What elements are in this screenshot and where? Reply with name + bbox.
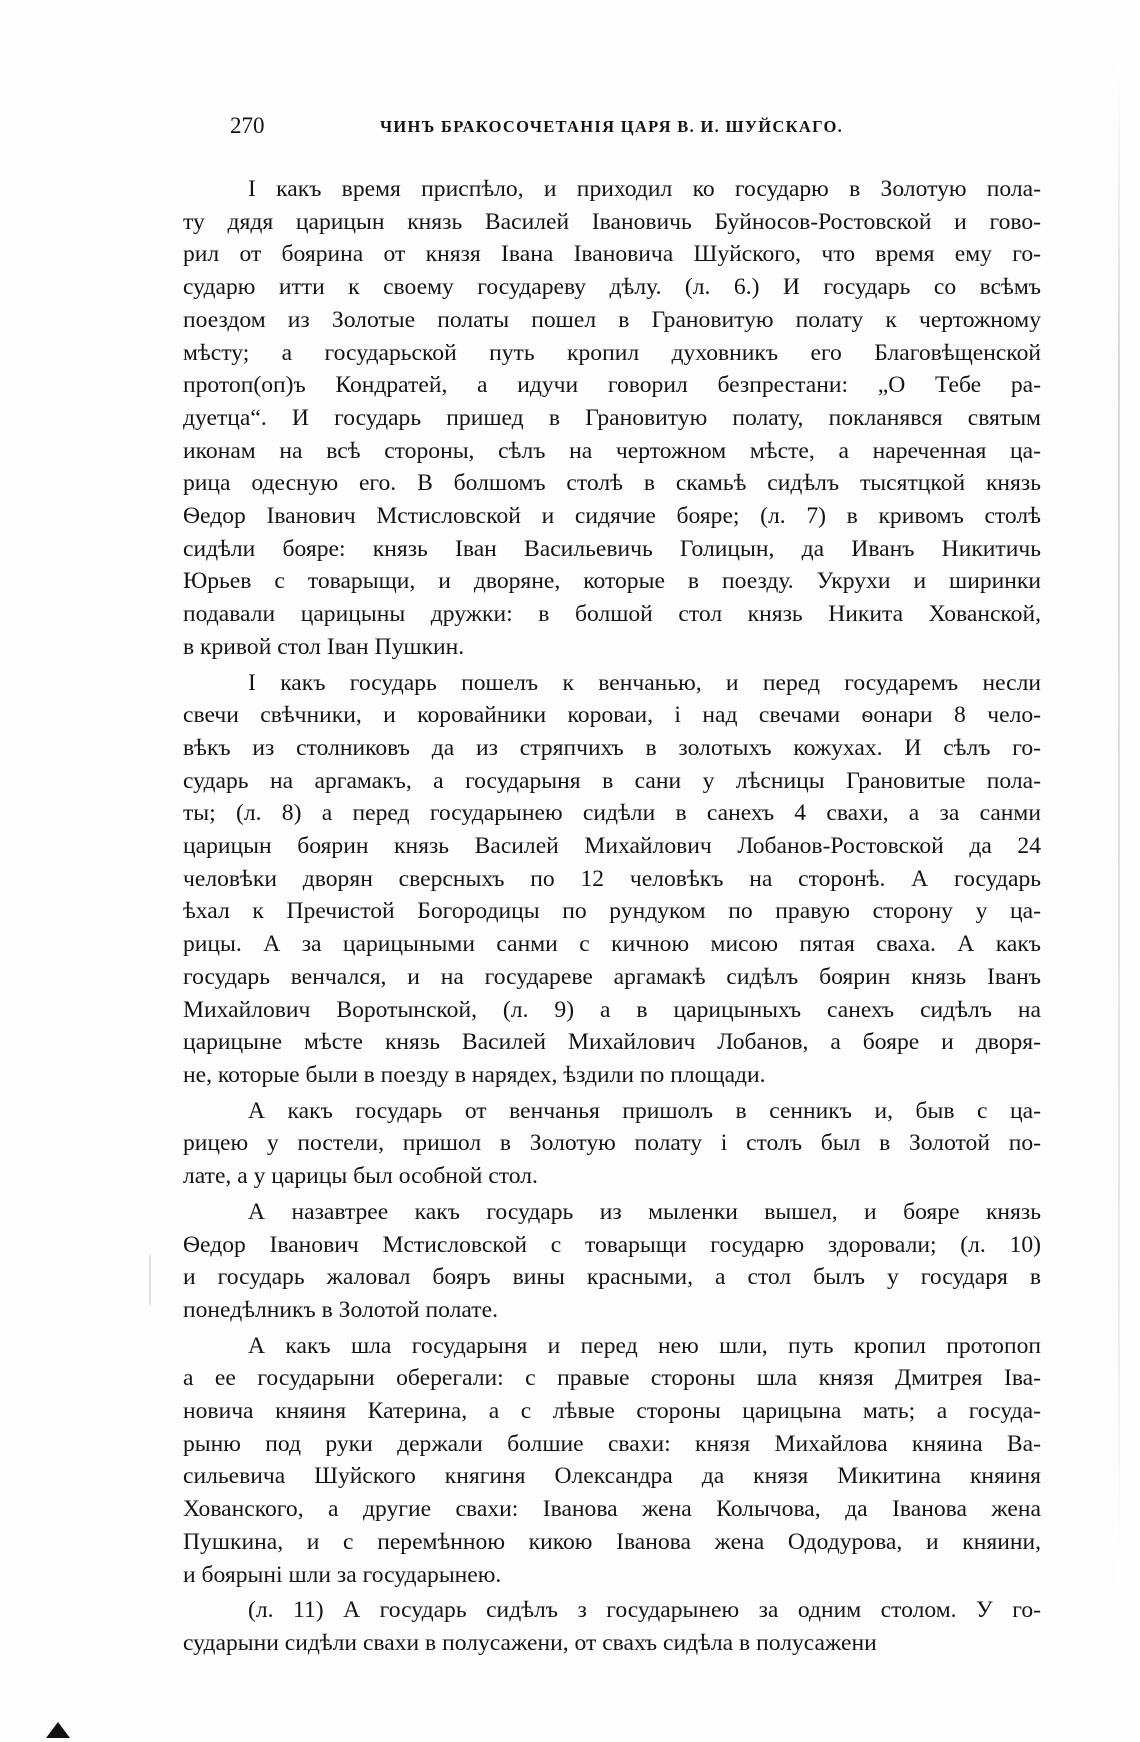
text-line: сударю итти к своему государеву дѣлу. (л. 6.) И государь со всѣмъ — [183, 274, 1041, 301]
text-line: сударь на аргамакъ, а государыня в сани у лѣсницы Грановитые пола- — [183, 767, 1041, 794]
paragraph — [183, 1196, 1041, 1327]
text-line: и государь жаловал бояръ вины красными, а стол былъ у государя в — [183, 1264, 1041, 1291]
text-line: понедѣлникъ в Золотой полате. — [183, 1296, 498, 1323]
text-line: (л. 11) А государь сидѣлъ з государынею за одним столом. У го- — [248, 1597, 1041, 1624]
page-header — [230, 113, 1040, 143]
text-line: не, которые были в поезду в нарядех, ѣздили по площади. — [183, 1061, 766, 1088]
page-number: 270 — [230, 113, 265, 138]
paragraph — [183, 1330, 1041, 1592]
text-line: ту дядя царицын князь Василей Івановичь Буйносов-Ростовской и гово- — [183, 208, 1041, 235]
text-line: А какъ государь от венчанья пришолъ в сенникъ и, быв с ца- — [248, 1097, 1041, 1124]
text-line: подавали царицыны дружки: в болшой стол князь Никита Хованской, — [183, 601, 1041, 628]
text-line: вѣкъ из столниковъ да из стряпчихъ в золотыхъ кожухах. И сѣлъ го- — [183, 734, 1041, 761]
text-line: ѣхал к Пречистой Богородицы по рундуком по правую сторону у ца- — [183, 898, 1041, 925]
text-line: Ѳедор Іванович Мстисловской и сидячие бояре; (л. 7) в кривомъ столѣ — [183, 503, 1041, 530]
text-line: ты; (л. 8) а перед государынею сидѣли в санехъ 4 свахи, а за санми — [183, 800, 1041, 827]
text-line: протоп(оп)ъ Кондратей, а идучи говорил безпрестани: „О Тебе ра- — [183, 372, 1041, 399]
text-line: сильевича Шуйского княгиня Олександра да князя Микитина княиня — [183, 1463, 1041, 1490]
text-line: рицы. А за царицыными санми с кичною мисою пятая сваха. А какъ — [183, 931, 1041, 958]
page-edge-shadow — [1118, 60, 1120, 1580]
text-line: иконам на всѣ стороны, сѣлъ на чертожном мѣсте, а нареченная ца- — [183, 437, 1041, 464]
text-line: рил от боярина от князя Івана Івановича Шуйского, что время ему го- — [183, 241, 1041, 268]
text-line: Пушкина, и с перемѣнною кикою Іванова жена Ододурова, и княини, — [183, 1528, 1041, 1555]
paragraph — [183, 1095, 1041, 1193]
body-text — [183, 173, 1041, 1663]
text-line: лате, а у царицы был особной стол. — [183, 1163, 538, 1190]
text-line: поездом из Золотые полаты пошел в Грановитую полату к чертожному — [183, 306, 1041, 333]
text-line: А какъ шла государыня и перед нею шли, путь кропил протопоп — [248, 1332, 1041, 1359]
text-line: мѣсту; а государьской путь кропил духовникъ его Благовѣщенской — [183, 339, 1041, 366]
text-line: человѣки дворян сверсныхъ по 12 человѣкъ на сторонѣ. А государь — [183, 865, 1041, 892]
text-line: рыню под руки держали болшие свахи: князя Михайлова княина Ва- — [183, 1430, 1041, 1457]
text-line: и боярыні шли за государынею. — [183, 1561, 502, 1588]
paragraph — [183, 667, 1041, 1092]
text-line: новича княиня Катерина, а с лѣвые стороны царицына мать; а госуда- — [183, 1398, 1041, 1425]
text-line: рицею у постели, пришол в Золотую полату і столъ был в Золотой по- — [183, 1130, 1041, 1157]
text-line: а ее государыни оберегали: с правые стороны шла князя Дмитрея Іва- — [183, 1365, 1041, 1392]
text-line: Ѳедор Іванович Мстисловской с товарыщи государю здоровали; (л. 10) — [183, 1231, 1041, 1258]
text-line: Хованского, а другие свахи: Іванова жена Колычова, да Іванова жена — [183, 1496, 1041, 1523]
text-line: І какъ время приспѣло, и приходил ко государю в Золотую пола- — [248, 176, 1041, 202]
running-title: ЧИНЪ БРАКОСОЧЕТАНІЯ ЦАРЯ В. И. ШУЙСКАГО. — [380, 117, 844, 136]
paragraph — [183, 173, 1041, 664]
text-line: в кривой стол Іван Пушкин. — [183, 633, 465, 660]
paragraph — [183, 1594, 1041, 1659]
text-line: І какъ государь пошелъ к венчанью, и перед государемъ несли — [248, 669, 1041, 696]
text-line: сударыни сидѣли свахи в полусажени, от свахъ сидѣла в полусажени — [183, 1629, 877, 1656]
text-line: Михайлович Воротынской, (л. 9) а в царицыныхъ санехъ сидѣлъ на — [183, 996, 1041, 1023]
text-line: сидѣли бояре: князь Іван Васильевичь Голицын, да Иванъ Никитичь — [183, 535, 1041, 562]
text-line: дуетца“. И государь пришед в Грановитую полату, покланявся святым — [183, 404, 1041, 431]
text-line: свечи свѣчники, и коровайники короваи, і над свечами ѳонари 8 чело- — [183, 702, 1041, 729]
text-line: царицыне мѣсте князь Василей Михайлович Лобанов, а бояре и дворя- — [183, 1029, 1041, 1056]
text-line: А назавтрее какъ государь из мыленки вышел, и бояре князь — [248, 1198, 1041, 1225]
triangle-icon — [46, 1722, 70, 1738]
margin-mark — [149, 1255, 151, 1305]
text-line: государь венчался, и на государеве аргамакѣ сидѣлъ боярин князь Іванъ — [183, 963, 1041, 990]
text-line: рица одесную его. В болшомъ столѣ в скамьѣ сидѣлъ тысятцкой князь — [183, 470, 1041, 497]
text-line: царицын боярин князь Василей Михайлович Лобанов-Ростовской да 24 — [183, 833, 1041, 860]
text-line: Юрьев с товарыщи, и дворяне, которые в поезду. Укрухи и ширинки — [183, 568, 1041, 595]
